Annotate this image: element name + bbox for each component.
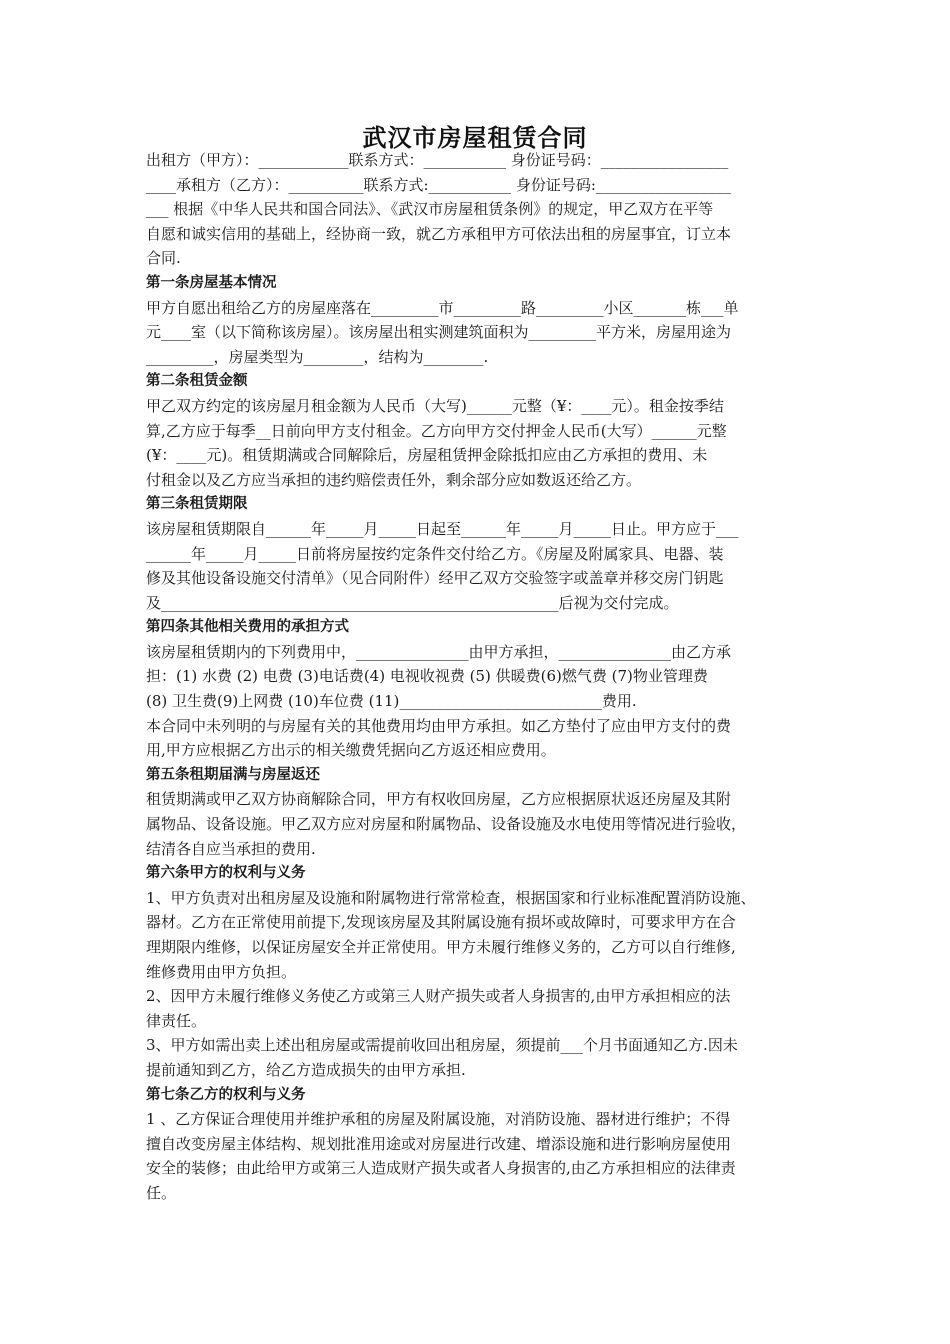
text-line: 用,甲方应根据乙方出示的相关缴费凭据向乙方返还相应费用。 (146, 741, 556, 760)
text-line: _________，房屋类型为________，结构为________. (146, 347, 489, 366)
text-line: 维修费用由甲方负担。 (146, 962, 297, 981)
text-line: 担：(1) 水费 (2) 电费 (3)电话费(4) 电视收视费 (5) 供暖费(6)燃气费 (7)物业管理费 (146, 667, 708, 686)
section-heading: 第四条其他相关费用的承担方式 (146, 619, 349, 636)
text-line: ______年_____月_____日前将房屋按约定条件交付给乙方。《房屋及附属家具、电器、装 (146, 544, 724, 563)
text-line: 元____室（以下简称该房屋）。该房屋出租实测建筑面积为_________平方米，房屋用途为 (146, 323, 732, 342)
text-line: (¥：____元)。租赁期满或合同解除后，房屋租赁押金除抵扣应由乙方承担的费用、未 (146, 446, 708, 465)
text-line: 理期限内维修，以保证房屋安全并正常使用。甲方未履行维修义务的，乙方可以自行维修, (146, 938, 736, 956)
text-line: 2、因甲方未履行维修义务使乙方或第三人财产损失或者人身损害的,由甲方承担相应的法 (146, 987, 731, 1006)
text-line: 合同. (146, 249, 181, 268)
text-line: 1、甲方负责对出租房屋及设施和附属物进行常常检查，根据国家和行业标准配置消防设施、 (146, 888, 756, 907)
section-heading: 第五条租期届满与房屋返还 (146, 766, 320, 783)
section-heading: 第七条乙方的权利与义务 (146, 1086, 306, 1103)
text-line: 1 、乙方保证合理使用并维护承租的房屋及附属设施，对消防设施、器材进行维护；不得 (146, 1110, 731, 1129)
text-line: 出租方（甲方）：____________联系方式：___________ 身份证号码：_________________ (146, 151, 729, 169)
text-line: 擅自改变房屋主体结构、规划批准用途或对房屋进行改建、增添设施和进行影响房屋使用 (146, 1134, 732, 1153)
text-line: 律责任。 (146, 1011, 207, 1030)
document-title: 武汉市房屋租赁合同 (362, 124, 588, 152)
section-heading: 第二条租赁金额 (146, 373, 248, 390)
text-line: 器材。乙方在正常使用前提下,发现该房屋及其附属设施有损坏或故障时，可要求甲方在合 (146, 913, 736, 932)
section-heading: 第六条甲方的权利与义务 (146, 865, 306, 882)
text-line: 自愿和诚实信用的基础上，经协商一致，就乙方承租甲方可依法出租的房屋事宜，订立本 (146, 224, 732, 243)
text-line: 修及其他设备设施交付清单》（见合同附件）经甲乙双方交验签字或盖章并移交房门钥匙 (146, 569, 724, 588)
text-line: ___ 根据《中华人民共和国合同法》、《武汉市房屋租赁条例》的规定，甲乙双方在平等 (146, 200, 714, 219)
text-line: 租赁期满或甲乙双方协商解除合同，甲方有权收回房屋，乙方应根据原状返还房屋及其附 (146, 790, 732, 809)
text-line: 3、甲方如需出卖上述出租房屋或需提前收回出租房屋，须提前___个月书面通知乙方.因未 (146, 1036, 738, 1055)
text-line: (8) 卫生费(9)上网费 (10)车位费 (11)___________________________费用. (146, 692, 637, 711)
section-heading: 第一条房屋基本情况 (146, 274, 277, 291)
text-line: 安全的装修；由此给甲方或第三人造成财产损失或者人身损害的,由乙方承担相应的法律责 (146, 1159, 736, 1178)
section-heading: 第三条租赁期限 (146, 496, 248, 513)
text-line: 甲乙双方约定的该房屋月租金额为人民币（大写)______元整（¥：____元）。租金按季结 (146, 396, 724, 415)
text-line: 算,乙方应于每季__日前向甲方支付租金。乙方向甲方交付押金人民币(大写）______元整 (146, 421, 727, 440)
text-line: 结清各自应当承担的费用. (146, 839, 316, 858)
text-line: 提前通知到乙方，给乙方造成损失的由甲方承担. (146, 1060, 466, 1079)
document-body (146, 148, 826, 1206)
text-line: 属物品、设备设施。甲乙双方应对房屋和附属物品、设备设施及水电使用等情况进行验收， (146, 815, 747, 834)
text-line: 甲方自愿出租给乙方的房屋座落在_________市_________路_________小区_______栋___单 (146, 298, 739, 317)
text-line: ____承租方（乙方）：__________联系方式:___________ 身份证号码:__________________ (146, 175, 731, 194)
text-line: 该房屋租赁期内的下列费用中，_______________由甲方承担，_______________由乙方承 (146, 642, 732, 661)
text-line: 本合同中未列明的与房屋有关的其他费用均由甲方承担。如乙方垫付了应由甲方支付的费 (146, 716, 732, 735)
text-line: 任。 (146, 1183, 177, 1202)
text-line: 付租金以及乙方应当承担的违约赔偿责任外，剩余部分应如数返还给乙方。 (146, 470, 642, 489)
text-line: 及_____________________________________________________后视为交付完成。 (146, 593, 679, 612)
text-line: 该房屋租赁期限自______年_____月_____日起至______年_____月_____日止。甲方应于___ (146, 519, 739, 538)
